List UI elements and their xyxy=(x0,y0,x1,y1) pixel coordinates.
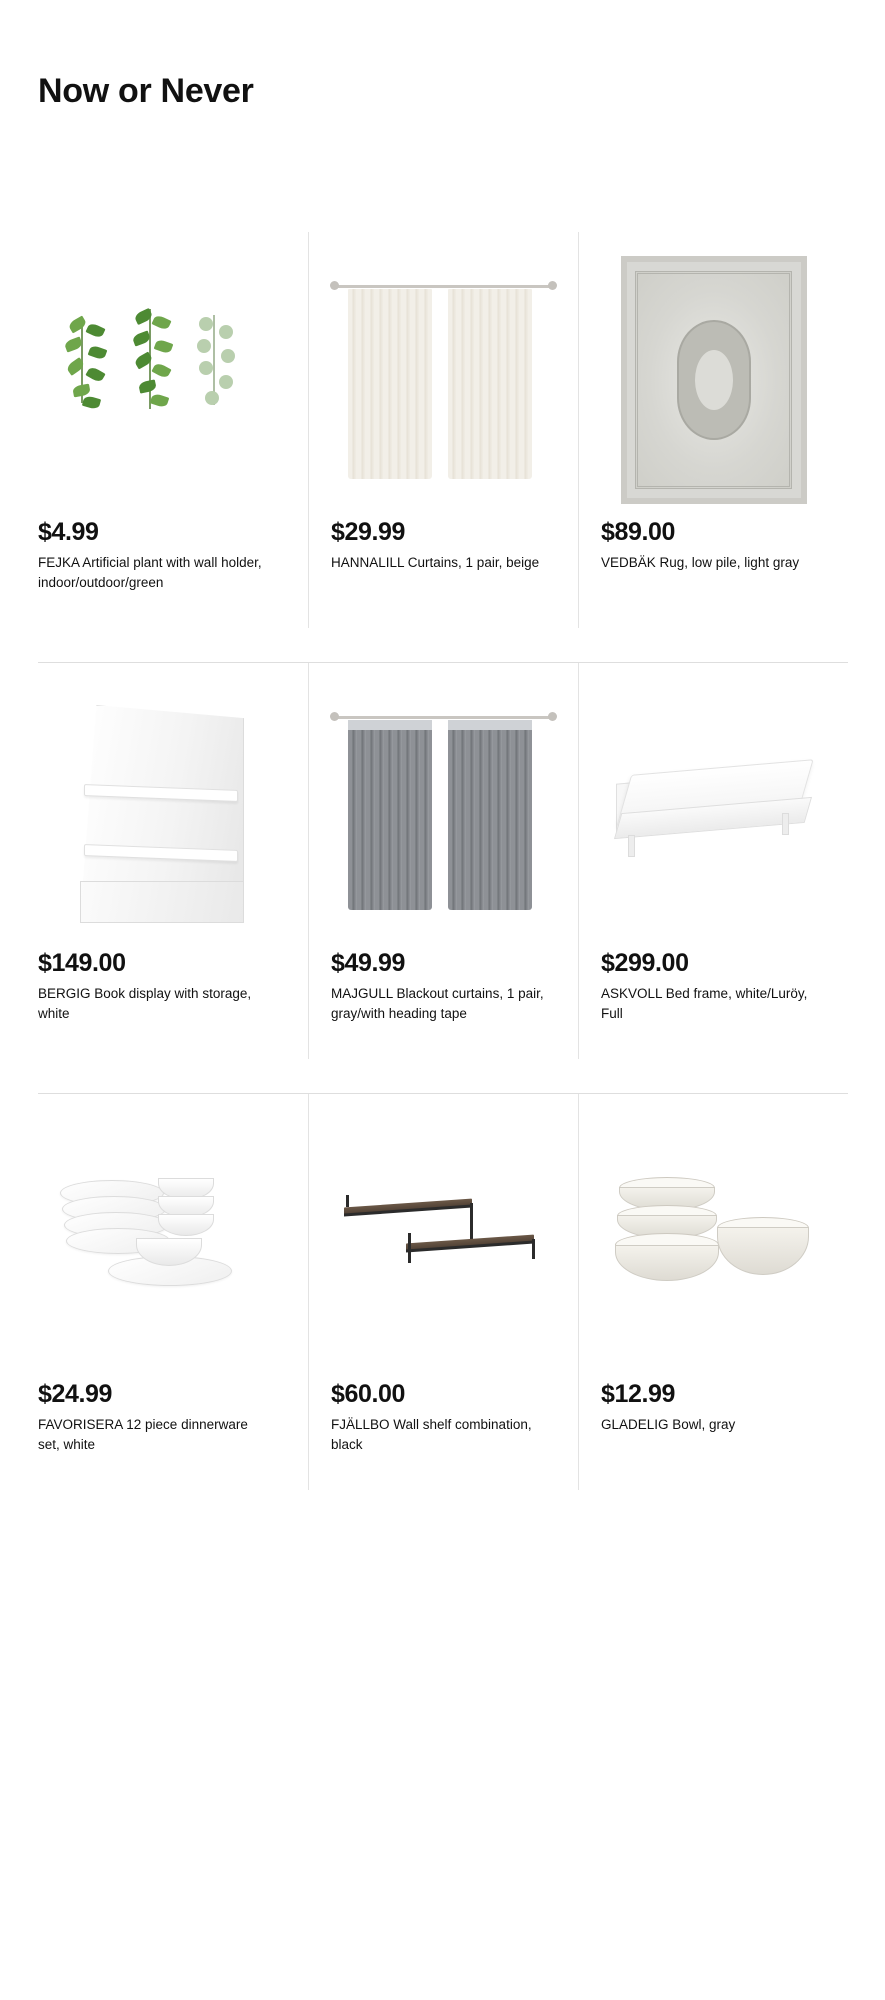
dinnerware-set-image xyxy=(52,1162,272,1322)
product-card-bergig[interactable] xyxy=(38,663,308,1059)
bed-frame-image xyxy=(604,731,824,891)
product-description: GLADELIG Bowl, gray xyxy=(601,1417,736,1433)
product-image-container xyxy=(38,1112,286,1372)
product-image-container xyxy=(331,681,556,941)
product-description: HANNALILL Curtains, 1 pair, beige xyxy=(331,555,540,570)
product-card-favorisera[interactable] xyxy=(38,1094,308,1490)
product-description: BERGIG Book display with storage, white xyxy=(38,986,252,1021)
artificial-plant-image xyxy=(47,295,277,465)
product-image-container xyxy=(601,250,826,510)
wall-shelf-combination-image xyxy=(334,1177,554,1307)
gray-blackout-curtains-image xyxy=(344,706,544,916)
product-description: FJÄLLBO Wall shelf combination, black xyxy=(331,1417,532,1452)
product-card-fejka[interactable] xyxy=(38,232,308,628)
gray-bowl-image xyxy=(609,1167,819,1317)
product-card-fjallbo[interactable] xyxy=(308,1094,578,1490)
gray-rug-image xyxy=(621,256,807,504)
product-image-container xyxy=(601,1112,826,1372)
product-card-majgull[interactable] xyxy=(308,663,578,1059)
product-price: $89.00 xyxy=(601,518,676,546)
page-title: Now or Never xyxy=(38,72,254,110)
product-price: $299.00 xyxy=(601,949,689,978)
product-description: FAVORISERA 12 piece dinnerware set, white xyxy=(38,1417,248,1452)
product-price: $60.00 xyxy=(331,1380,406,1409)
product-card-askvoll[interactable] xyxy=(578,663,848,1059)
product-price: $29.99 xyxy=(331,518,406,546)
product-price: $149.00 xyxy=(38,949,126,978)
product-card-gladelig[interactable] xyxy=(578,1094,848,1490)
product-price: $12.99 xyxy=(601,1380,676,1409)
product-grid xyxy=(38,232,848,1490)
row-spacer xyxy=(38,628,848,662)
product-card-hannalill[interactable] xyxy=(308,232,578,628)
product-image-container xyxy=(331,250,556,510)
product-description: VEDBÄK Rug, low pile, light gray xyxy=(601,555,800,570)
product-description: ASKVOLL Bed frame, white/Luröy, Full xyxy=(601,986,808,1021)
beige-curtains-image xyxy=(344,275,544,485)
row-spacer xyxy=(38,1059,848,1093)
product-image-container xyxy=(38,250,286,510)
product-image-container xyxy=(601,681,826,941)
product-row xyxy=(38,662,848,1059)
product-description: MAJGULL Blackout curtains, 1 pair, gray/with heading tape xyxy=(331,986,544,1021)
product-image-container xyxy=(331,1112,556,1372)
book-display-image xyxy=(62,691,262,931)
product-description: FEJKA Artificial plant with wall holder, indoor/outdoor/green xyxy=(38,555,262,590)
product-price: $4.99 xyxy=(38,518,99,546)
product-row xyxy=(38,1093,848,1490)
product-row xyxy=(38,232,848,628)
product-price: $49.99 xyxy=(331,949,406,978)
product-card-vedbak[interactable] xyxy=(578,232,848,628)
product-image-container xyxy=(38,681,286,941)
product-price: $24.99 xyxy=(38,1380,113,1409)
